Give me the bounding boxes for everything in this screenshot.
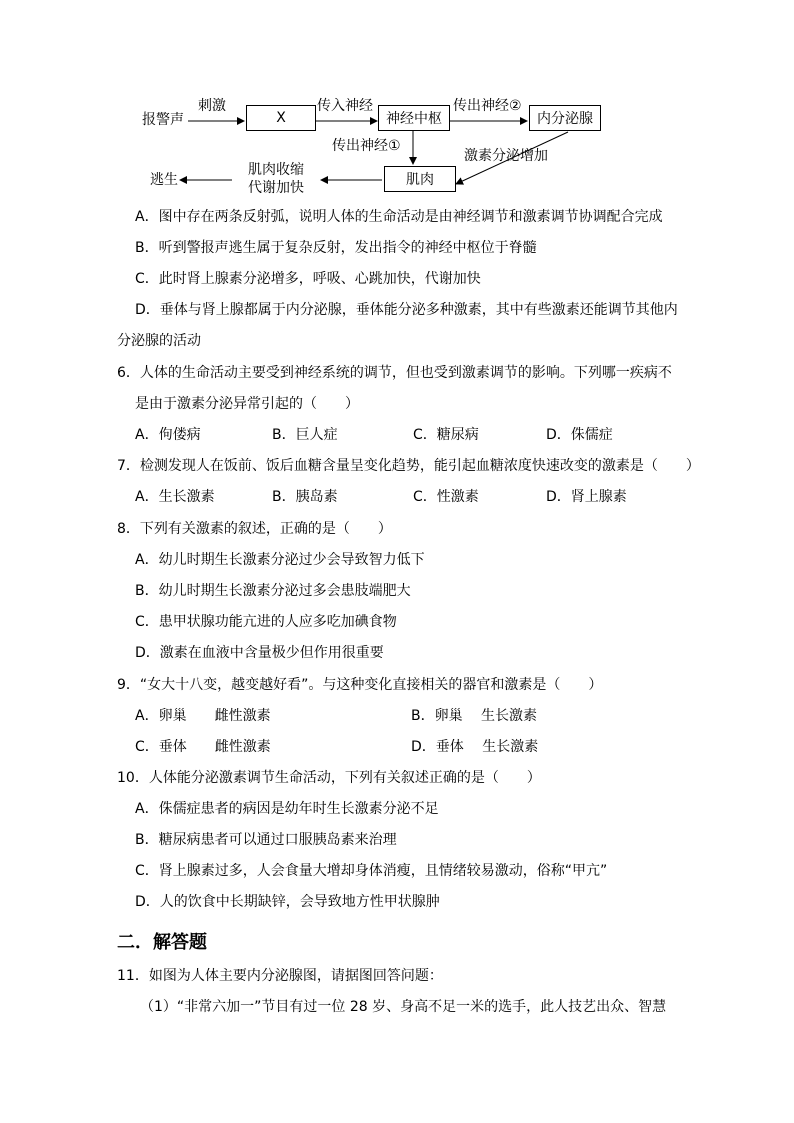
afferent-nerve-label: 传入神经: [317, 98, 373, 114]
q8-option-a: A．幼儿时期生长激素分泌过少会导致智力低下: [135, 552, 425, 568]
q5-option-d-continued: 分泌腺的活动: [117, 333, 201, 349]
q9-option-d: D．垂体 生长激素: [411, 739, 539, 755]
q10-stem: 10．人体能分泌激素调节生命活动，下列有关叙述正确的是（ ）: [117, 770, 541, 786]
q10-option-d: D．人的饮食中长期缺锌，会导致地方性甲状腺肿: [135, 894, 440, 910]
q5-option-a: A．图中存在两条反射弧，说明人体的生命活动是由神经调节和激素调节协调配合完成: [135, 209, 663, 225]
q10-option-b: B．糖尿病患者可以通过口服胰岛素来治理: [135, 832, 397, 848]
q5-option-c: C．此时肾上腺素分泌增多，呼吸、心跳加快，代谢加快: [135, 271, 481, 287]
muscle-contract-label: 肌肉收缩: [248, 162, 304, 178]
q7-option-c: C．性激素: [413, 489, 479, 505]
section-heading: 二．解答题: [117, 932, 207, 953]
endocrine-gland-box: 内分泌腺: [529, 105, 601, 131]
q6-option-a: A．佝偻病: [135, 427, 201, 443]
q11-stem: 11．如图为人体主要内分泌腺图，请据图回答问题：: [117, 968, 443, 984]
q8-option-b: B．幼儿时期生长激素分泌过多会患肢端肥大: [135, 583, 411, 599]
q6-option-b: B．巨人症: [272, 427, 338, 443]
q5-option-b: B．听到警报声逃生属于复杂反射，发出指令的神经中枢位于脊髓: [135, 240, 537, 256]
metabolism-faster-label: 代谢加快: [248, 180, 304, 196]
q9-option-a: A．卵巢 雌性激素: [135, 708, 271, 724]
q6-stem: 6．人体的生命活动主要受到神经系统的调节，但也受到激素调节的影响。下列哪一疾病不: [117, 365, 672, 381]
stimulus-label: 刺激: [198, 98, 226, 114]
q7-option-d: D．肾上腺素: [546, 489, 627, 505]
q9-option-c: C．垂体 雌性激素: [135, 739, 271, 755]
q8-option-d: D．激素在血液中含量极少但作用很重要: [135, 645, 384, 661]
q8-stem: 8．下列有关激素的叙述，正确的是（ ）: [117, 521, 392, 537]
q9-stem: 9．“女大十八变，越变越好看”。与这种变化直接相关的器官和激素是（ ）: [117, 677, 603, 693]
q6-option-d: D．侏儒症: [546, 427, 613, 443]
efferent-nerve-1-label: 传出神经①: [332, 138, 401, 154]
x-box: X: [246, 105, 316, 131]
q5-option-d: D．垂体与肾上腺都属于内分泌腺，垂体能分泌多种激素，其中有些激素还能调节其他内: [135, 302, 678, 318]
nerve-center-box: 神经中枢: [378, 105, 450, 131]
q9-option-b: B．卵巢 生长激素: [411, 708, 538, 724]
alarm-label: 报警声: [142, 112, 184, 128]
q6-option-c: C．糖尿病: [413, 427, 479, 443]
q10-option-c: C．肾上腺素过多，人会食量大增却身体消瘦，且情绪较易激动，俗称“甲亢”: [135, 863, 608, 879]
q11-sub1: （1）“非常六加一”节目有过一位 28 岁、身高不足一米的选手，此人技艺出众、智慧: [140, 999, 667, 1015]
efferent-nerve-2-label: 传出神经②: [453, 98, 522, 114]
escape-label: 逃生: [150, 172, 178, 188]
q7-stem: 7．检测发现人在饭前、饭后血糖含量呈变化趋势，能引起血糖浓度快速改变的激素是（ ）: [117, 458, 700, 474]
q10-option-a: A．侏儒症患者的病因是幼年时生长激素分泌不足: [135, 801, 439, 817]
muscle-box: 肌肉: [384, 166, 456, 192]
hormone-increase-label: 激素分泌增加: [464, 148, 548, 164]
q7-option-b: B．胰岛素: [272, 489, 338, 505]
q8-option-c: C．患甲状腺功能亢进的人应多吃加碘食物: [135, 614, 397, 630]
reflex-diagram: [120, 96, 720, 206]
q7-option-a: A．生长激素: [135, 489, 215, 505]
q6-stem-continued: 是由于激素分泌异常引起的（ ）: [135, 396, 359, 412]
